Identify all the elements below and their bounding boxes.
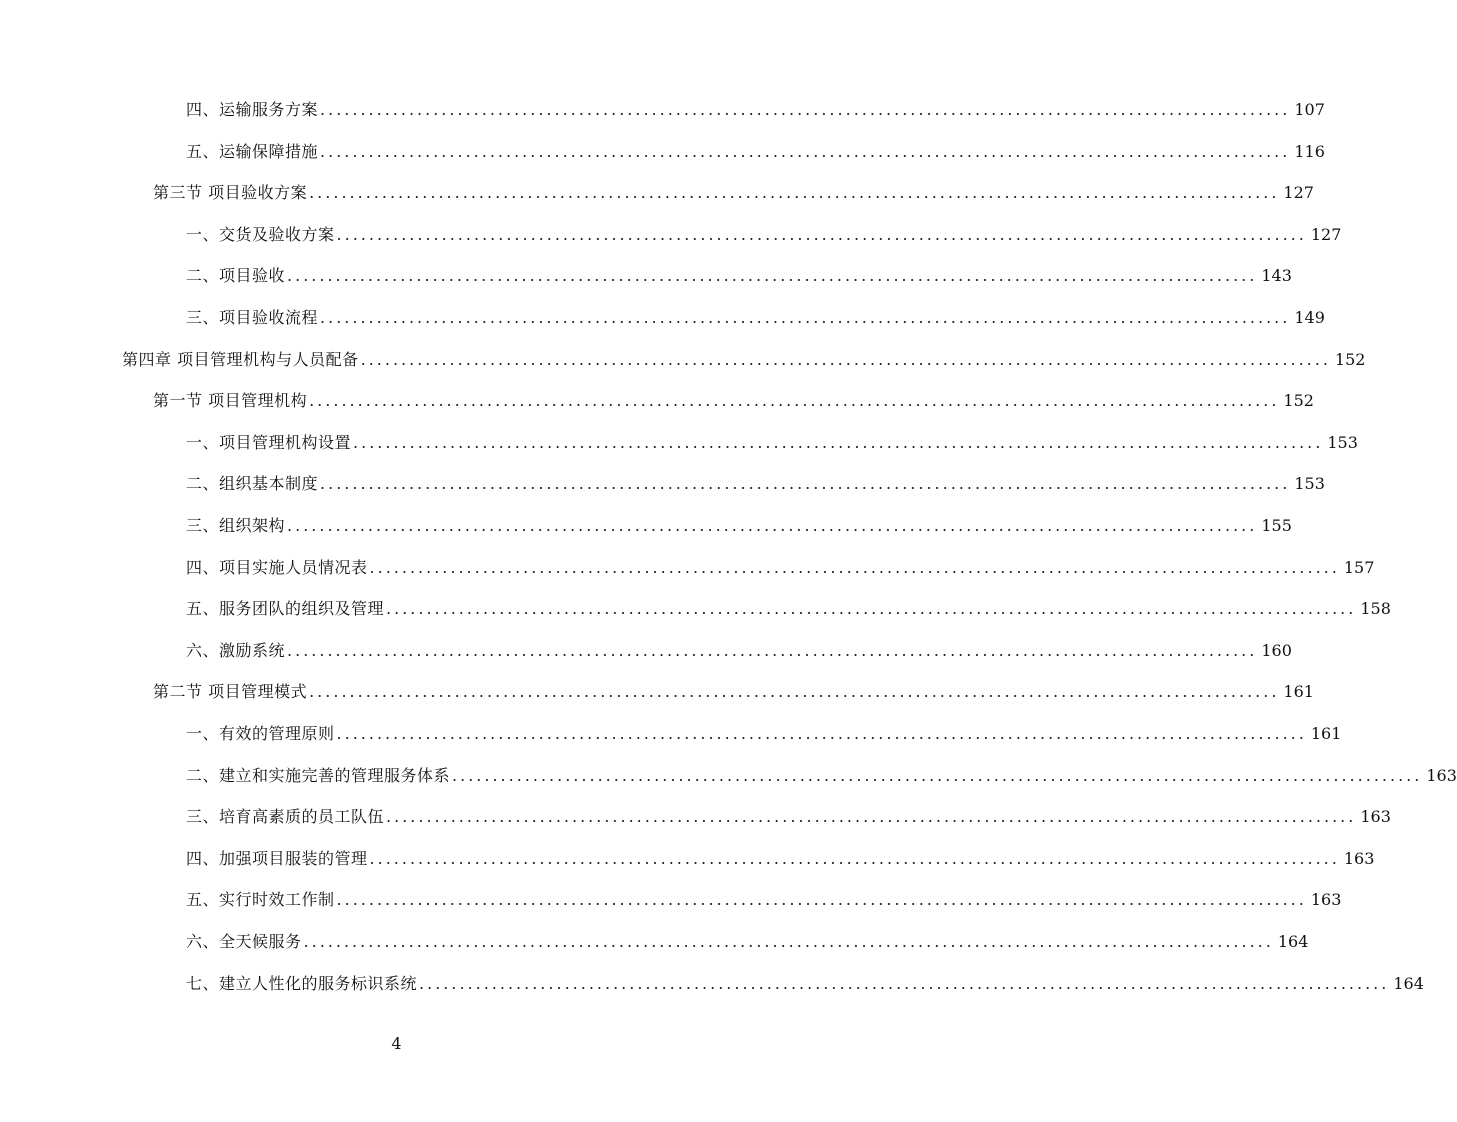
toc-entry-page: 127 bbox=[1283, 183, 1314, 203]
toc-entry-page: 127 bbox=[1310, 224, 1342, 244]
toc-dot-leader: ........................................................................................................................ bbox=[320, 474, 1291, 494]
toc-entry-page: 152 bbox=[1334, 349, 1366, 369]
toc-entry-title: 二、项目验收 bbox=[186, 266, 286, 286]
toc-dot-leader: ........................................................................................................................ bbox=[419, 973, 1390, 993]
page-number: 4 bbox=[391, 1034, 402, 1053]
toc-dot-leader: ........................................................................................................................ bbox=[386, 807, 1357, 827]
toc-entry[interactable] bbox=[186, 761, 1457, 791]
toc-dot-leader: ........................................................................................................................ bbox=[452, 765, 1423, 785]
toc-entry-page: 161 bbox=[1310, 724, 1342, 743]
toc-entry-page: 152 bbox=[1283, 391, 1314, 411]
toc-entry-page: 107 bbox=[1294, 100, 1325, 119]
toc-entry-page: 163 bbox=[1310, 890, 1342, 910]
toc-entry[interactable] bbox=[186, 137, 1325, 167]
toc-entry-title: 一、有效的管理原则 bbox=[186, 724, 335, 743]
toc-entry-page: 149 bbox=[1294, 308, 1325, 327]
toc-entry[interactable] bbox=[186, 553, 1375, 583]
toc-entry-title: 三、培育高素质的员工队伍 bbox=[186, 807, 385, 827]
toc-entry-title: 四、项目实施人员情况表 bbox=[186, 557, 368, 577]
toc-dot-leader: ........................................................................................................................ bbox=[360, 349, 1331, 369]
toc-entry[interactable] bbox=[186, 261, 1292, 291]
toc-dot-leader: ........................................................................................................................ bbox=[320, 100, 1291, 119]
toc-entry[interactable] bbox=[186, 303, 1325, 333]
toc-entry-title: 第一节 项目管理机构 bbox=[153, 391, 308, 411]
toc-entry[interactable] bbox=[186, 719, 1342, 749]
toc-entry-title: 一、交货及验收方案 bbox=[186, 224, 335, 244]
toc-entry[interactable] bbox=[153, 677, 1314, 707]
toc-entry-page: 163 bbox=[1360, 807, 1391, 827]
toc-entry[interactable] bbox=[186, 636, 1292, 666]
toc-entry[interactable] bbox=[186, 469, 1325, 499]
toc-entry-title: 四、运输服务方案 bbox=[186, 100, 319, 119]
toc-entry-page: 116 bbox=[1294, 141, 1325, 161]
toc-entry[interactable] bbox=[153, 178, 1314, 208]
toc-entry-title: 第四章 项目管理机构与人员配备 bbox=[122, 349, 359, 369]
toc-entry-title: 第三节 项目验收方案 bbox=[153, 183, 308, 203]
toc-entry-page: 160 bbox=[1261, 640, 1292, 660]
toc-entry[interactable] bbox=[186, 511, 1292, 541]
toc-entry-page: 163 bbox=[1426, 765, 1457, 785]
toc-entry-title: 二、建立和实施完善的管理服务体系 bbox=[186, 765, 451, 785]
toc-entry[interactable] bbox=[186, 428, 1358, 458]
toc-entry-title: 五、服务团队的组织及管理 bbox=[186, 599, 385, 619]
toc-dot-leader: ........................................................................................................................ bbox=[287, 266, 1258, 286]
toc-entry-title: 第二节 项目管理模式 bbox=[153, 682, 308, 702]
toc-dot-leader: ........................................................................................................................ bbox=[309, 391, 1280, 411]
toc-entry[interactable] bbox=[186, 95, 1325, 125]
toc-dot-leader: ........................................................................................................................ bbox=[336, 224, 1307, 244]
toc-dot-leader: ........................................................................................................................ bbox=[303, 932, 1274, 951]
toc-entry-title: 七、建立人性化的服务标识系统 bbox=[186, 973, 418, 993]
toc-entry-title: 一、项目管理机构设置 bbox=[186, 432, 352, 452]
toc-entry-title: 四、加强项目服装的管理 bbox=[186, 848, 368, 868]
toc-entry-title: 五、运输保障措施 bbox=[186, 141, 319, 161]
toc-dot-leader: ........................................................................................................................ bbox=[320, 308, 1291, 327]
toc-entry-title: 三、组织架构 bbox=[186, 516, 286, 535]
toc-entry[interactable] bbox=[122, 345, 1366, 375]
toc-entry-page: 158 bbox=[1360, 599, 1391, 619]
toc-entry-title: 三、项目验收流程 bbox=[186, 308, 319, 327]
toc-entry[interactable] bbox=[186, 969, 1424, 999]
toc-entry-page: 153 bbox=[1294, 474, 1325, 494]
toc-dot-leader: ........................................................................................................................ bbox=[386, 599, 1357, 619]
toc-entry-title: 六、激励系统 bbox=[186, 640, 286, 660]
toc-entry[interactable] bbox=[186, 844, 1375, 874]
toc-entry-page: 164 bbox=[1277, 932, 1309, 951]
toc-entry[interactable] bbox=[186, 927, 1309, 957]
toc-dot-leader: ........................................................................................................................ bbox=[369, 557, 1340, 577]
toc-dot-leader: ........................................................................................................................ bbox=[353, 432, 1324, 452]
toc-dot-leader: ........................................................................................................................ bbox=[336, 890, 1307, 910]
toc-entry[interactable] bbox=[186, 594, 1391, 624]
toc-entry-page: 163 bbox=[1343, 848, 1375, 868]
toc-entry-title: 二、组织基本制度 bbox=[186, 474, 319, 494]
toc-entry-page: 155 bbox=[1261, 516, 1292, 535]
toc-entry-page: 143 bbox=[1261, 266, 1292, 286]
toc-entry[interactable] bbox=[186, 885, 1342, 915]
toc-entry[interactable] bbox=[186, 220, 1342, 250]
toc-dot-leader: ........................................................................................................................ bbox=[320, 141, 1291, 161]
toc-entry-title: 五、实行时效工作制 bbox=[186, 890, 335, 910]
toc-dot-leader: ........................................................................................................................ bbox=[309, 682, 1280, 702]
toc-dot-leader: ........................................................................................................................ bbox=[336, 724, 1307, 743]
toc-entry[interactable] bbox=[153, 386, 1314, 416]
toc-entry-page: 164 bbox=[1393, 973, 1424, 993]
toc-entry-title: 六、全天候服务 bbox=[186, 932, 302, 951]
toc-dot-leader: ........................................................................................................................ bbox=[287, 640, 1258, 660]
toc-dot-leader: ........................................................................................................................ bbox=[287, 516, 1258, 535]
toc-entry-page: 153 bbox=[1327, 432, 1358, 452]
toc-entry[interactable] bbox=[186, 802, 1391, 832]
toc-dot-leader: ........................................................................................................................ bbox=[309, 183, 1280, 203]
toc-entry-page: 161 bbox=[1283, 682, 1314, 702]
toc-dot-leader: ........................................................................................................................ bbox=[369, 848, 1340, 868]
toc-entry-page: 157 bbox=[1343, 557, 1375, 577]
